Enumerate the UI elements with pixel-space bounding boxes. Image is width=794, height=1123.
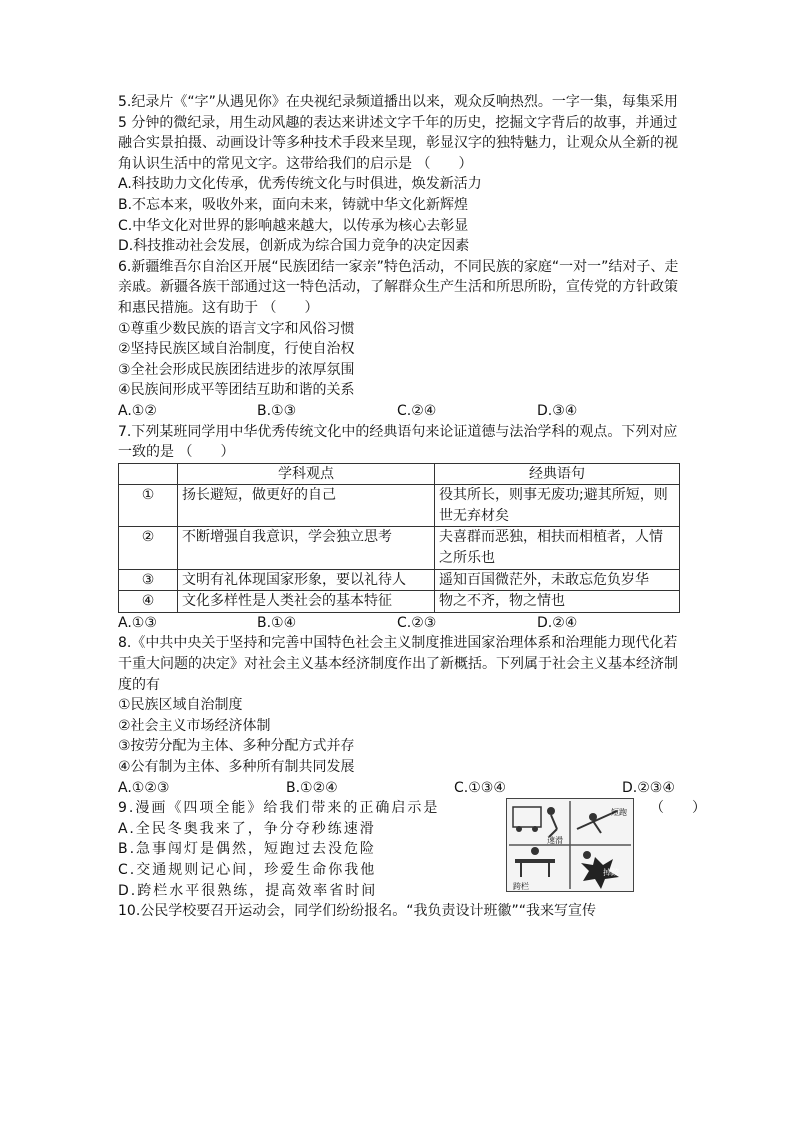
cartoon-label-3: 跨栏 — [513, 882, 529, 892]
q6-choice-d: D.③④ — [537, 402, 578, 419]
q8-item-3: ③按劳分配为主体、多种分配方式并存 — [118, 738, 355, 755]
q9-stem: 9.漫画《四项全能》给我们带来的正确启示是 — [118, 800, 440, 817]
q5-option-c: C.中华文化对世界的影响越来越大，以传承为核心去彰显 — [118, 217, 469, 234]
q8-item-1: ①民族区域自治制度 — [118, 697, 243, 714]
cartoon-label-4: 掉跤 — [603, 868, 619, 878]
table-row — [119, 591, 680, 613]
q6-item-4: ④民族间形成平等团结互助和谐的关系 — [118, 382, 355, 399]
q9-paren: （ ） — [650, 800, 706, 817]
q7-choice-c: C.②③ — [397, 614, 437, 631]
header-view: 学科观点 — [178, 463, 435, 485]
q5-option-a: A.科技助力文化传承，优秀传统文化与时俱进，焕发新活力 — [118, 176, 482, 193]
q7-choice-d: D.②④ — [537, 614, 578, 631]
cartoon-label-1: 速滑 — [547, 836, 563, 846]
row-view: 不断增强自我意识，学会独立思考 — [178, 527, 435, 569]
q8-choice-c: C.①③④ — [454, 779, 506, 796]
q7-table — [118, 463, 680, 613]
q8-choice-a: A.①②③ — [118, 779, 170, 796]
row-quote: 物之不齐，物之情也 — [435, 591, 680, 613]
q5-stem: 5.纪录片《“字”从遇见你》在央视纪录频道播出以来，观众反响热烈。一字一集，每集采用 5 分钟的微纪录，用生动风趣的表达来讲述文字千年的历史，挖掘文字背后的故事，并通过融合实景拍摄、动画设计等多种技术手段来呈现，彰显汉字的独特魅力，让观众从全新的视角认识生活中的常见文字。这带给我们的启示是 （ ） — [118, 94, 678, 172]
q7-choice-a: A.①③ — [118, 614, 157, 631]
cartoon-image — [506, 798, 634, 892]
row-quote: 遥知百国微茫外，未敢忘危负岁华 — [435, 569, 680, 591]
cartoon-label-2: 短跑 — [611, 808, 627, 818]
header-quote: 经典语句 — [435, 463, 680, 485]
q8-item-2: ②社会主义市场经济体制 — [118, 717, 271, 734]
q7-choices — [118, 613, 680, 634]
q6-choices — [118, 401, 680, 422]
row-number: ① — [119, 485, 178, 527]
q7-stem: 7.下列某班同学用中华优秀传统文化中的经典语句来论证道德与法治学科的观点。下列对应一致的是 （ ） — [118, 423, 678, 461]
q6-choice-a: A.①② — [118, 402, 157, 419]
q6-item-1: ①尊重少数民族的语言文字和风俗习惯 — [118, 320, 355, 337]
q9-block — [118, 798, 706, 901]
table-header-row — [119, 463, 680, 485]
q9-option-b: B.急事闯灯是偶然，短跑过去没危险 — [118, 841, 377, 858]
row-number: ② — [119, 527, 178, 569]
q8-item-4: ④公有制为主体、多种所有制共同发展 — [118, 759, 355, 775]
exam-page — [118, 92, 706, 922]
q7-choice-b: B.①④ — [257, 614, 297, 631]
row-view: 文化多样性是人类社会的基本特征 — [178, 591, 435, 613]
q9-option-c: C.交通规则记心间，珍爱生命你我他 — [118, 861, 377, 878]
row-quote: 夫喜群而恶独，相扶而相植者，人情之所乐也 — [435, 527, 680, 569]
row-view: 扬长避短，做更好的自己 — [178, 485, 435, 527]
q5-option-b: B.不忘本来，吸收外来，面向未来，铸就中华文化新辉煌 — [118, 196, 469, 213]
q8-choices — [118, 778, 680, 799]
q6-item-2: ②坚持民族区域自治制度，行使自治权 — [118, 341, 355, 358]
table-row — [119, 569, 680, 591]
q6-item-3: ③全社会形成民族团结进步的浓厚氛围 — [118, 361, 355, 378]
table-row — [119, 527, 680, 569]
row-number: ③ — [119, 569, 178, 591]
q6-choice-c: C.②④ — [397, 402, 437, 419]
q8-stem: 8.《中共中央关于坚持和完善中国特色社会主义制度推进国家治理体系和治理能力现代化若干重大问题的决定》对社会主义基本经济制度作出了新概括。下列属于社会主义基本经济制度的有 — [118, 635, 678, 693]
q8-choice-d: D.②③④ — [622, 779, 675, 796]
q6-stem: 6.新疆维吾尔自治区开展“民族团结一家亲”特色活动，不同民族的家庭“一对一”结对子、走亲戚。新疆各族干部通过这一特色活动，了解群众生产生活和所思所盼，宣传党的方针政策和惠民措施。这有助于 （ ） — [118, 258, 679, 316]
q8-choice-b: B.①②④ — [286, 779, 338, 796]
row-quote: 役其所长，则事无废功;避其所短，则世无弃材矣 — [435, 485, 680, 527]
q10-stem: 10.公民学校要召开运动会，同学们纷纷报名。“我负责设计班徽”“我来写宣传 — [118, 903, 597, 920]
table-row — [119, 485, 680, 527]
q5-option-d: D.科技推动社会发展，创新成为综合国力竞争的决定因素 — [118, 238, 470, 255]
q6-choice-b: B.①③ — [257, 402, 297, 419]
q9-option-d: D.跨栏水平很熟练，提高效率省时间 — [118, 882, 378, 899]
row-number: ④ — [119, 591, 178, 613]
row-view: 文明有礼体现国家形象，要以礼待人 — [178, 569, 435, 591]
q9-option-a: A.全民冬奥我来了，争分夺秒练速滑 — [118, 820, 376, 837]
